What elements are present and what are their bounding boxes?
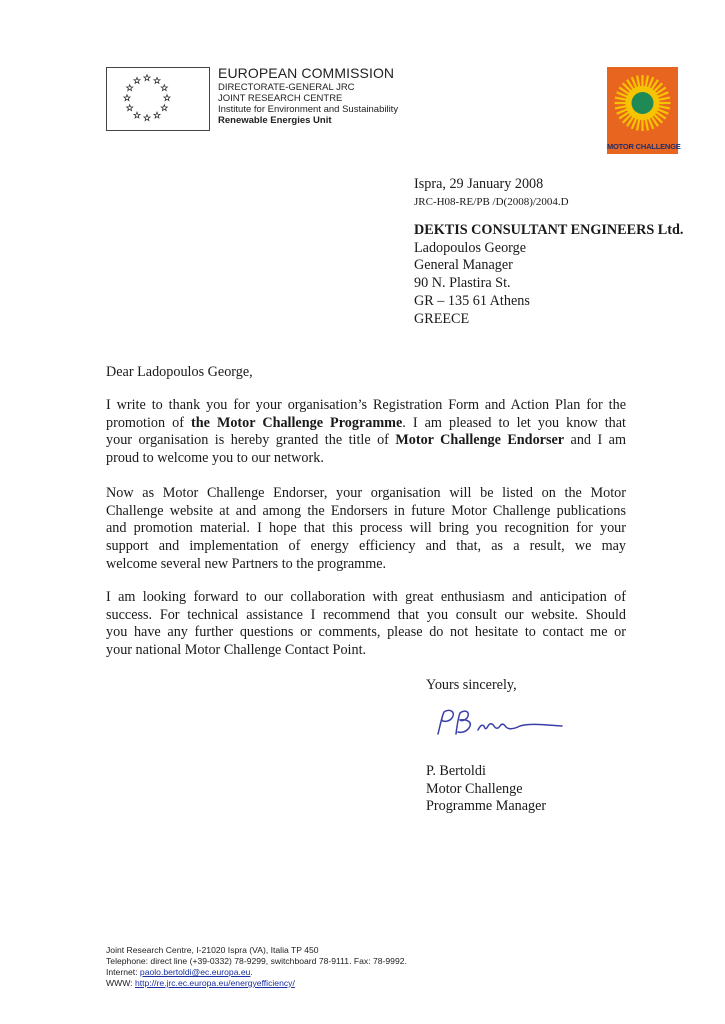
www-label: WWW: <box>106 978 135 988</box>
closing: Yours sincerely, <box>426 677 517 693</box>
paragraph-line: Now as Motor Challenge Endorser, your organisation will be listed on the Motor <box>106 485 626 501</box>
sun-ray <box>615 106 627 108</box>
eu-star-icon <box>134 112 140 118</box>
recipient-name: Ladopoulos George <box>414 239 527 256</box>
recipient-title: General Manager <box>414 257 513 274</box>
motor-challenge-logo <box>607 67 681 154</box>
eu-star-icon <box>124 95 130 101</box>
paragraph-2 <box>106 485 626 574</box>
text-run: your organisation is hereby granted the title of <box>106 432 396 449</box>
paragraph-line <box>106 415 626 433</box>
internet-label: Internet: <box>106 967 140 977</box>
recipient-city: GR – 135 61 Athens <box>414 292 530 309</box>
email-link[interactable]: paolo.bertoldi@ec.europa.eu <box>139 967 251 977</box>
paragraph-line: you have any further questions or comments, please do not hesitate to contact me or <box>106 624 626 641</box>
paragraph-1 <box>106 397 626 468</box>
recipient-company: DEKTIS CONSULTANT ENGINEERS Ltd. <box>414 222 684 238</box>
salutation: Dear Ladopoulos George, <box>106 364 253 380</box>
signer-unit: Motor Challenge <box>426 780 523 797</box>
eu-star-icon <box>154 77 160 83</box>
text-run: and I am <box>564 432 626 449</box>
text-run: . I am pleased to let you know that <box>402 414 626 431</box>
handwritten-signature <box>430 704 570 744</box>
org-directorate: DIRECTORATE-GENERAL JRC <box>218 82 355 93</box>
signer-role: Programme Manager <box>426 798 547 815</box>
sun-ray <box>658 106 670 108</box>
sun-ray <box>637 119 639 131</box>
eu-stars-icon <box>107 68 209 130</box>
paragraph-line: and promotion material. I hope that this process will bring you recognition for your <box>106 520 626 537</box>
paragraph-line: success. For technical assistance I recommend that you consult our website. Should <box>106 606 626 623</box>
recipient-address <box>414 222 683 328</box>
footer-address: Joint Research Centre, I-21020 Ispra (VA), Italia TP 450 <box>106 945 319 955</box>
eu-flag-emblem <box>106 67 210 131</box>
text-run: . <box>250 967 253 977</box>
paragraph-line <box>106 432 626 450</box>
eu-star-icon <box>144 75 150 81</box>
website-link[interactable]: http://re.jrc.ec.europa.eu/energyefficiency/ <box>134 978 295 988</box>
recipient-street: 90 N. Plastira St. <box>414 275 511 292</box>
signer-name: P. Bertoldi <box>426 763 486 779</box>
paragraph-line: your national Motor Challenge Contact Point. <box>106 642 367 659</box>
org-centre: JOINT RESEARCH CENTRE <box>218 93 343 104</box>
paragraph-line: I am looking forward to our collaboration with great enthusiasm and anticipation of <box>106 589 626 605</box>
sun-ray <box>615 98 627 100</box>
org-unit: Renewable Energies Unit <box>218 115 332 126</box>
paragraph-3 <box>106 589 626 660</box>
signer-block <box>426 763 546 816</box>
footer-internet <box>106 967 407 978</box>
eu-star-icon <box>127 85 133 91</box>
paragraph-line: proud to welcome you to our network. <box>106 450 324 467</box>
footer <box>106 945 407 989</box>
eu-star-icon <box>144 115 150 121</box>
endorser-title: Motor Challenge Endorser <box>395 432 565 449</box>
text-run: promotion of <box>106 414 191 431</box>
paragraph-line: Challenge website at and among the Endorsers in future Motor Challenge publications <box>106 502 626 519</box>
paragraph-line: support and implementation of energy efficiency and that, as a result, we may <box>106 538 626 555</box>
paragraph-line: welcome several new Partners to the programme. <box>106 555 387 572</box>
org-institute: Institute for Environment and Sustainability <box>218 104 399 115</box>
sun-ray <box>658 98 670 100</box>
paragraph-line: I write to thank you for your organisation’s Registration Form and Action Plan for the <box>106 397 626 413</box>
logo-label: MOTOR CHALLENGE <box>607 139 678 154</box>
eu-star-icon <box>164 95 170 101</box>
eu-star-icon <box>161 105 167 111</box>
letter-reference: JRC-H08-RE/PB /D(2008)/2004.D <box>414 196 569 208</box>
footer-telephone: Telephone: direct line (+39-0332) 78-9299, switchboard 78-9111. Fax: 78-9992. <box>106 956 407 966</box>
eu-star-icon <box>134 77 140 83</box>
programme-name: the Motor Challenge Programme <box>191 414 403 431</box>
sun-ray <box>637 76 639 88</box>
org-title: EUROPEAN COMMISSION <box>218 65 395 81</box>
sun-icon <box>607 67 678 139</box>
eu-star-icon <box>161 85 167 91</box>
letter-date: Ispra, 29 January 2008 <box>414 176 544 192</box>
recipient-country: GREECE <box>414 310 470 327</box>
sun-ray <box>646 119 648 131</box>
sun-ray <box>646 76 648 88</box>
footer-www <box>106 978 407 989</box>
eu-star-icon <box>127 105 133 111</box>
eu-star-icon <box>154 112 160 118</box>
